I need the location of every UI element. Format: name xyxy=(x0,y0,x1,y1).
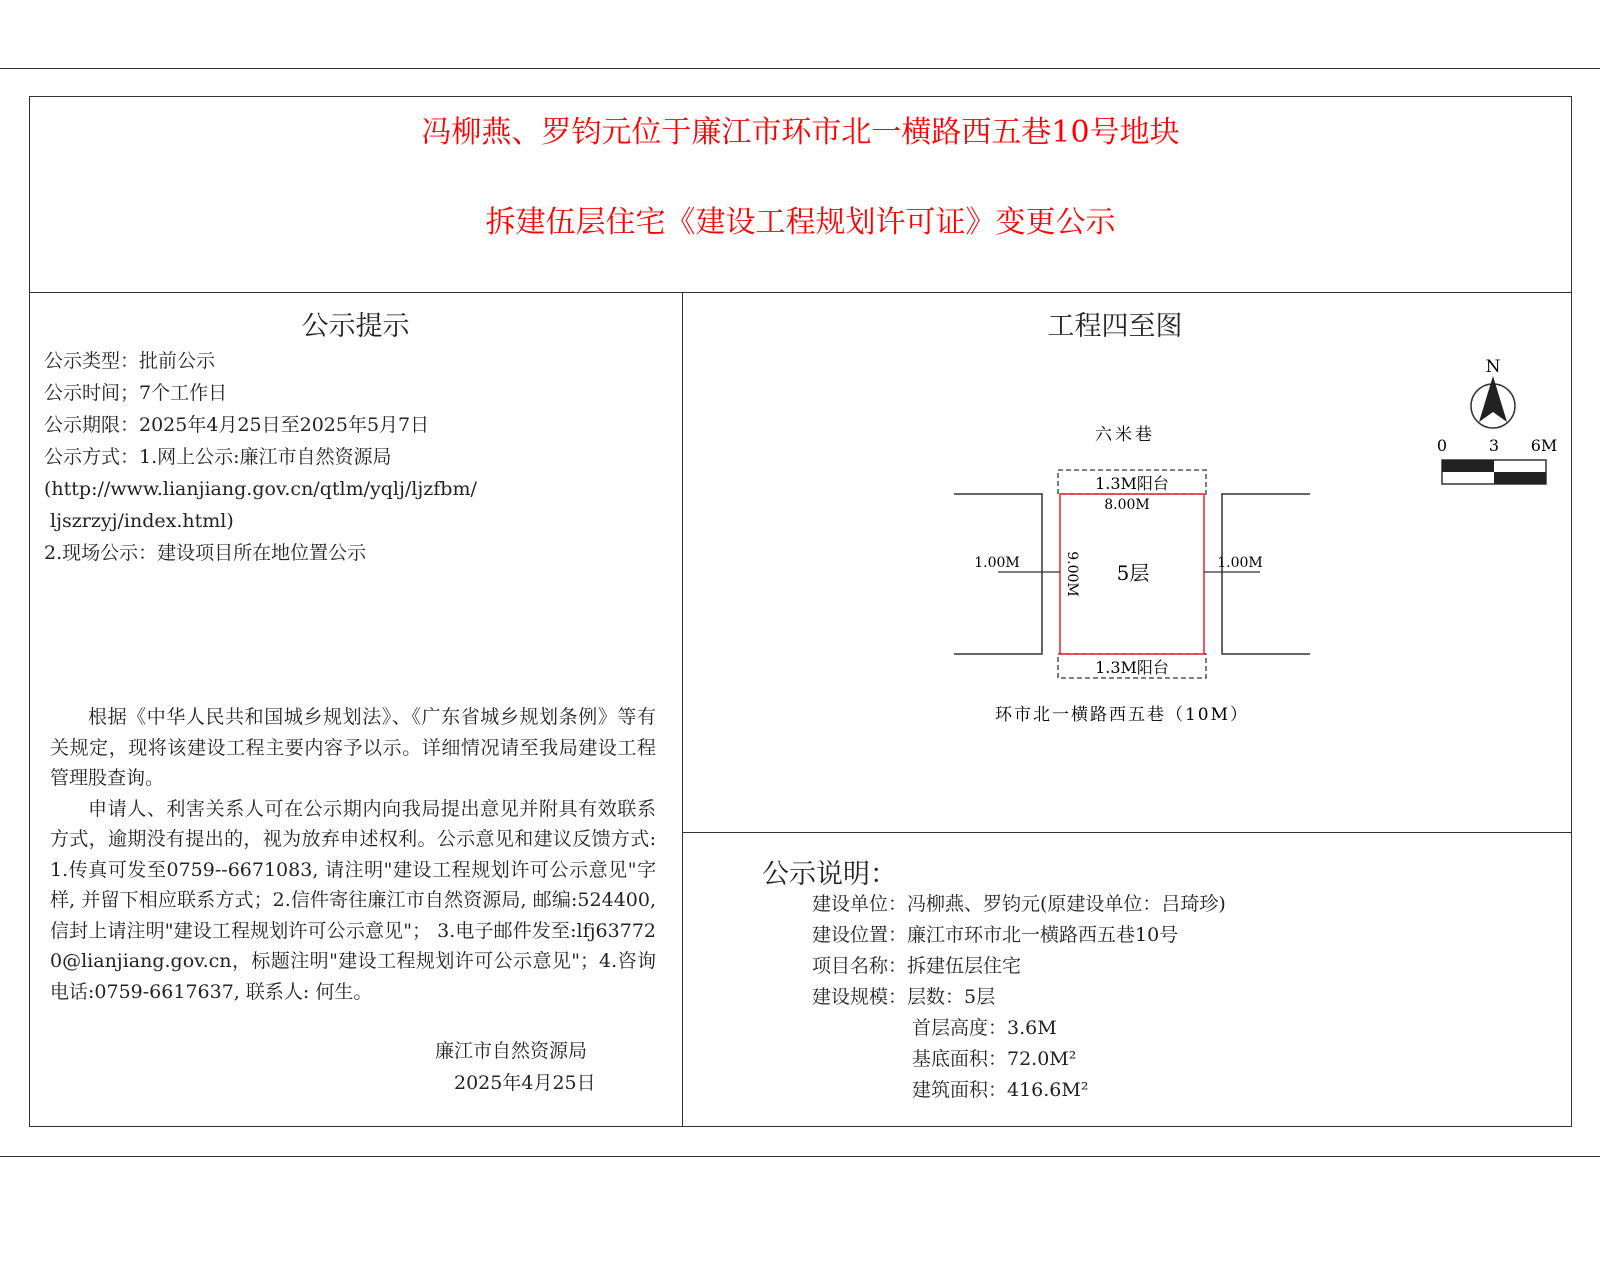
title-line-2: 拆建伍层住宅《建设工程规划许可证》变更公示 xyxy=(485,205,1116,240)
top-balcony-label: 1.3M阳台 xyxy=(1095,474,1169,493)
scale-label-6m: 6M xyxy=(1530,436,1558,455)
notice-paragraph-1: 根据《中华人民共和国城乡规划法》、《广东省城乡规划条例》等有关规定，现将该建设工程主要内容予以示。详细情况请至我局建设工程管理股查询。 xyxy=(50,706,656,789)
right-panel-divider xyxy=(682,832,1572,833)
scale-bar xyxy=(1437,436,1557,484)
explain-first-floor-height: 首层高度：3.6M xyxy=(912,1017,1057,1039)
notice-body xyxy=(50,702,656,1007)
building-depth-dim: 9.00M xyxy=(1064,551,1080,597)
map-heading: 工程四至图 xyxy=(1047,311,1183,342)
north-arrow-icon xyxy=(1471,357,1515,428)
notice-issuer: 廉江市自然资源局 xyxy=(435,1040,588,1062)
bottom-road-label: 环市北一横路西五巷（10M） xyxy=(994,705,1250,725)
right-setback-label: 1.00M xyxy=(1217,555,1263,571)
top-road-label: 六米巷 xyxy=(1095,425,1155,445)
title-line-1: 冯柳燕、罗钧元位于廉江市环市北一横路西五巷10号地块 xyxy=(421,115,1180,150)
bottom-balcony-label: 1.3M阳台 xyxy=(1095,658,1169,677)
left-neighbor-outline xyxy=(954,494,1042,654)
notice-onsite: 2.现场公示：建设项目所在地位置公示 xyxy=(44,542,367,564)
scale-label-0: 0 xyxy=(1436,436,1448,455)
building-width-dim: 8.00M xyxy=(1104,497,1150,513)
explain-item-scale: 建设规模：层数：5层 xyxy=(812,986,996,1008)
explain-heading: 公示说明： xyxy=(762,859,897,890)
notice-type: 公示类型：批前公示 xyxy=(44,350,216,372)
explain-item-project: 项目名称：拆建伍层住宅 xyxy=(812,955,1022,977)
notice-paragraph-2: 申请人、利害关系人可在公示期内向我局提出意见并附具有效联系方式，逾期没有提出的，视为放弃申述权利。公示意见和建议反馈方式:1.传真可发至0759--6671083, 请注明"建设工程规划许可公示意见"字样, 并留下相应联系方式；2.信件寄往廉江市自然资源局, 邮编:524400, 信封上请注明"建设工程规划许可公示意见"； 3.电子邮件发至:lfj637720@lianjiang.gov.cn，标题注明"建设工程规划许可公示意见"；4.咨询电话:0759-6617637, 联系人: 何生。 xyxy=(50,797,656,1003)
notice-url-line-2[interactable]: ljszrzyj/index.html) xyxy=(44,510,234,532)
notice-url-line-1[interactable]: (http://www.lianjiang.gov.cn/qtlm/yqlj/ljzfbm/ xyxy=(44,478,477,500)
notice-method: 公示方式：1.网上公示:廉江市自然资源局 xyxy=(44,446,392,468)
explain-item-builder: 建设单位：冯柳燕、罗钧元(原建设单位：吕琦珍) xyxy=(812,893,1226,915)
title-block xyxy=(29,96,1572,292)
scale-label-3: 3 xyxy=(1488,436,1500,455)
notice-time: 公示时间；7个工作日 xyxy=(44,382,228,404)
explain-item-location: 建设位置：廉江市环市北一横路西五巷10号 xyxy=(812,924,1179,946)
explain-floor-area: 建筑面积：416.6M² xyxy=(912,1079,1089,1101)
building-floors-label: 5层 xyxy=(1116,561,1150,585)
notice-date: 2025年4月25日 xyxy=(454,1072,596,1094)
north-label: N xyxy=(1485,357,1501,377)
right-neighbor-outline xyxy=(1222,494,1310,654)
explain-footprint-area: 基底面积：72.0M² xyxy=(912,1048,1077,1070)
notice-period: 公示期限：2025年4月25日至2025年5月7日 xyxy=(44,414,430,436)
notice-heading: 公示提示 xyxy=(301,311,410,342)
left-setback-label: 1.00M xyxy=(974,555,1020,571)
site-plan-diagram xyxy=(682,292,1572,832)
